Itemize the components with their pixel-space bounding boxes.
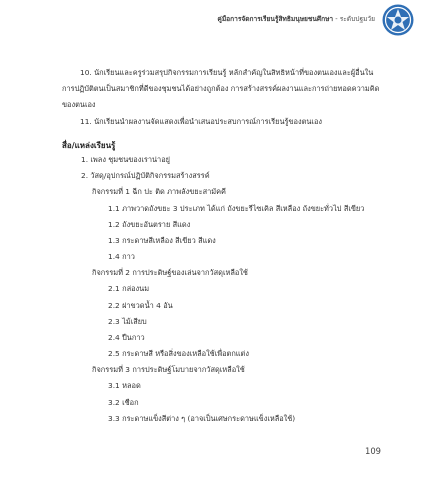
- level-label: ระดับปฐมวัย: [339, 15, 375, 23]
- activity-3-title: กิจกรรมที่ 3 การประดิษฐ์โมบายจากวัสดุเหลือใช้: [92, 365, 245, 374]
- activity-1-item: 1.2 ถังขยะอันตราย สีแดง: [108, 220, 191, 229]
- activity-2-title: กิจกรรมที่ 2 การประดิษฐ์ของเล่นจากวัสดุเหลือใช้: [92, 268, 248, 277]
- paragraph-10-line-3: ของตนเอง: [62, 100, 96, 109]
- paragraph-10-line-2: การปฏิบัติตนเป็นสมาชิกที่ดีของชุมชนได้อย่างถูกต้อง การสร้างสรรค์ผลงานและการถ่ายทอดความคิด: [62, 84, 380, 93]
- activity-2-item: 2.4 ปืนกาว: [108, 333, 145, 342]
- activity-2-item: 2.5 กระดาษสี หรือสิ่งของเหลือใช้เพื่อตกแต่ง: [108, 349, 249, 358]
- emblem-logo: [381, 3, 415, 37]
- paragraph-11: 11. นักเรียนนำผลงานจัดแสดงเพื่อนำเสนอประสบการณ์การเรียนรู้ของตนเอง: [80, 117, 323, 126]
- paragraph-10-line-1: 10. นักเรียนและครูร่วมสรุปกิจกรรมการเรียนรู้ หลักสำคัญในสิทธิหน้าที่ของตนเองและผู้อื่นใน: [80, 68, 374, 77]
- activity-1-item: 1.1 ภาพวาดถังขยะ 3 ประเภท ได้แก่ ถังขยะรีไซเคิล สีเหลือง ถังขยะทั่วไป สีเขียว: [108, 204, 365, 213]
- media-item-1: 1. เพลง ชุมชนของเราน่าอยู่: [81, 155, 170, 164]
- activity-3-item: 3.2 เชือก: [108, 398, 139, 407]
- activity-3-item: 3.3 กระดาษแข็งสีต่าง ๆ (อาจเป็นเศษกระดาษแข็งเหลือใช้): [108, 414, 296, 423]
- activity-3-item: 3.1 หลอด: [108, 381, 141, 390]
- media-section-heading: สื่อ/แหล่งเรียนรู้: [62, 141, 116, 150]
- activity-1-item: 1.4 กาว: [108, 252, 135, 261]
- activity-1-item: 1.3 กระดาษสีเหลือง สีเขียว สีแดง: [108, 236, 216, 245]
- page-header: [0, 0, 427, 42]
- page-number: 109: [365, 446, 381, 456]
- media-item-2: 2. วัสดุ/อุปกรณ์ปฏิบัติกิจกรรมสร้างสรรค์: [81, 171, 210, 180]
- header-title: คู่มือการจัดการเรียนรู้สิทธิมนุษยชนศึกษา - ระดับปฐมวัย: [217, 15, 375, 23]
- activity-1-title: กิจกรรมที่ 1 ฉีก ปะ ติด ภาพลังขยะสามัคคี: [92, 187, 226, 196]
- activity-2-item: 2.3 ไม้เสียบ: [108, 317, 147, 326]
- manual-title: คู่มือการจัดการเรียนรู้สิทธิมนุษยชนศึกษา: [217, 15, 334, 23]
- activity-2-item: 2.1 กล่องนม: [108, 284, 150, 293]
- activity-2-item: 2.2 ฝาขวดน้ำ 4 อัน: [108, 301, 173, 310]
